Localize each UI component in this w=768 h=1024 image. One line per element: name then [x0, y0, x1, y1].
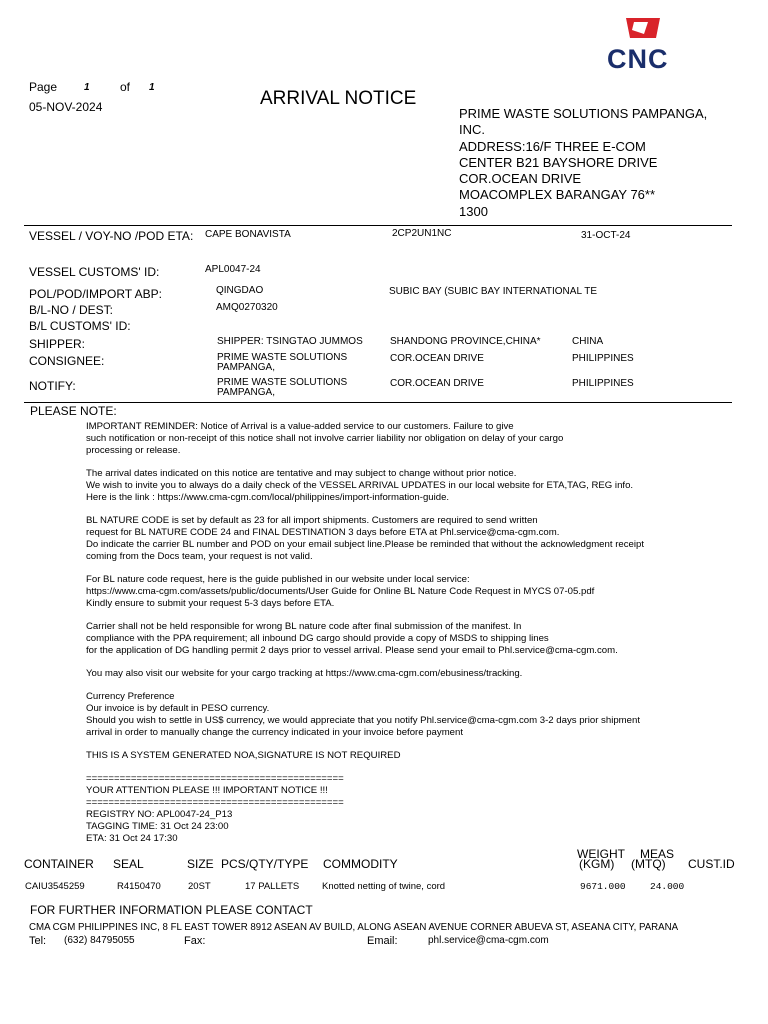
vessel-customs-label: VESSEL CUSTOMS' ID:	[29, 265, 160, 279]
pcs-header: PCS/QTY/TYPE	[221, 857, 309, 871]
bl-number: AMQ0270320	[216, 302, 278, 313]
cargo-measurement: 24.000	[650, 881, 685, 892]
notify-country: PHILIPPINES	[572, 378, 634, 389]
document-title: ARRIVAL NOTICE	[260, 88, 417, 109]
consignee-address-block: PRIME WASTE SOLUTIONS PAMPANGA, INC. ADDRESS:16/F THREE E-COM CENTER B21 BAYSHORE DRIVE COR.OCEAN DRIVE MOACOMPLEX BARANGAY 76** 1300	[459, 106, 708, 219]
notice-body	[86, 421, 716, 845]
notify-name: PRIME WASTE SOLUTIONS PAMPANGA,	[217, 377, 348, 398]
container-header: CONTAINER	[24, 857, 94, 871]
meas-unit-header: (MTQ)	[631, 857, 666, 871]
document-date: 05-NOV-2024	[29, 100, 103, 114]
container-number: CAIU3545259	[25, 881, 85, 892]
vessel-name: CAPE BONAVISTA	[205, 229, 291, 240]
seal-number: R4150470	[117, 881, 161, 892]
container-size: 20ST	[188, 881, 211, 892]
please-note-label: PLEASE NOTE:	[30, 404, 117, 418]
divider-top	[24, 225, 732, 226]
pol-value: QINGDAO	[216, 285, 264, 296]
voyage-number: 2CP2UN1NC	[392, 228, 452, 239]
commodity-description: Knotted netting of twine, cord	[322, 881, 446, 892]
tel-number: (632) 84795055	[64, 935, 135, 946]
notice-paragraph: For BL nature code request, here is the guide published in our website under local service: https://www.cma-cgm.com/assets/public/documents/User Guide for Online BL Nature Code Request in MYCS 07-05.pdf Kindly ensure to submit your request 5-3 days before ETA.	[86, 574, 595, 609]
package-count: 17 PALLETS	[245, 881, 300, 892]
divider-notes	[24, 402, 732, 403]
email-label: Email:	[367, 935, 398, 947]
company-address: CMA CGM PHILIPPINES INC, 8 FL EAST TOWER 8912 ASEAN AV BUILD, ALONG ASEAN AVENUE CORNER ABUEVA ST, ASEANA CITY, PARANA	[29, 922, 679, 933]
bl-customs-label: B/L CUSTOMS' ID:	[29, 319, 131, 333]
consignee-country: PHILIPPINES	[572, 353, 634, 364]
pol-label: POL/POD/IMPORT ABP:	[29, 287, 162, 301]
cargo-weight: 9671.000	[580, 881, 626, 892]
vessel-label: VESSEL / VOY-NO /POD ETA:	[29, 229, 194, 243]
cust-id-header: CUST.ID	[688, 857, 735, 871]
pod-value: SUBIC BAY (SUBIC BAY INTERNATIONAL TE	[389, 286, 598, 297]
tel-label: Tel:	[29, 935, 47, 947]
fax-label: Fax:	[184, 935, 206, 947]
seal-header: SEAL	[113, 857, 144, 871]
of-label: of	[120, 80, 131, 94]
meas-header: MEAS	[640, 847, 675, 861]
email-link[interactable]: phl.service@cma-cgm.com	[428, 935, 549, 946]
pod-eta: 31-OCT-24	[581, 230, 631, 241]
contact-title: FOR FURTHER INFORMATION PLEASE CONTACT	[30, 903, 313, 917]
size-header: SIZE	[187, 857, 214, 871]
page-label: Page	[29, 80, 58, 94]
notice-paragraph: BL NATURE CODE is set by default as 23 for all import shipments. Customers are required to send written request for BL NATURE CODE 24 and FINAL DESTINATION 3 days before ETA at Phl.service@cma-cgm.com. Do indicate the carrier BL number and POD on your email subject line.Please be reminded that without the acknowledgment receipt coming from the Docs team, your request is not valid.	[86, 515, 644, 562]
shipper-label: SHIPPER:	[29, 337, 86, 351]
consignee-label: CONSIGNEE:	[29, 354, 105, 368]
notice-paragraph: You may also visit our website for your cargo tracking at https://www.cma-cgm.com/ebusiness/tracking.	[86, 668, 523, 679]
consignee-street: COR.OCEAN DRIVE	[390, 353, 484, 364]
bl-label: B/L-NO / DEST:	[29, 303, 114, 317]
important-notice-block: ============================================== YOUR ATTENTION PLEASE !!! IMPORTANT NOTICE !!! ============================================== REGISTRY NO: APL0047-24_P13 TAGGING TIME: 31 Oct 24 23:00 ETA: 31 Oct 24 17:30	[86, 773, 344, 844]
logo-text: CNC	[607, 44, 669, 74]
page-number: 1	[84, 82, 90, 93]
weight-unit-header: (KGM)	[579, 857, 615, 871]
vessel-customs-id: APL0047-24	[205, 264, 261, 275]
shipper-name: SHIPPER: TSINGTAO JUMMOS	[217, 336, 363, 347]
notify-street: COR.OCEAN DRIVE	[390, 378, 484, 389]
notice-paragraph: IMPORTANT REMINDER: Notice of Arrival is a value-added service to our customers. Failure to give such notification or non-receipt of this notice shall not involve carrier liability nor obligation on delay of your cargo processing or release.	[86, 421, 564, 456]
shipper-address: SHANDONG PROVINCE,CHINA*	[390, 336, 541, 347]
notice-paragraph: The arrival dates indicated on this notice are tentative and may subject to change without prior notice. We wish to invite you to always do a daily check of the VESSEL ARRIVAL UPDATES in our local website for ETA,TAG, REG info. Here is the link : https://www.cma-cgm.com/local/philippines/import-information-guide.	[86, 468, 634, 503]
notice-paragraph: THIS IS A SYSTEM GENERATED NOA,SIGNATURE IS NOT REQUIRED	[86, 750, 401, 761]
notice-paragraph: Currency Preference Our invoice is by default in PESO currency. Should you wish to settle in US$ currency, we would appreciate that you notify Phl.service@cma-cgm.com 3-2 days prior shipment arrival in order to manually change the currency indicated in your invoice before payment	[86, 691, 640, 738]
commodity-header: COMMODITY	[323, 857, 398, 871]
consignee-name: PRIME WASTE SOLUTIONS PAMPANGA,	[217, 352, 348, 373]
shipper-country: CHINA	[572, 336, 604, 347]
notice-paragraph: Carrier shall not be held responsible for wrong BL nature code after final submission of the manifest. In compliance with the PPA requirement; all inbound DG cargo should provide a copy of MSDS to shipping lines for the application of DG handling permit 2 days prior to vessel arrival. Please send your email to Phl.service@cma-cgm.com.	[86, 621, 618, 656]
weight-header: WEIGHT	[577, 847, 625, 861]
notify-label: NOTIFY:	[29, 379, 76, 393]
page-total: 1	[149, 82, 155, 93]
